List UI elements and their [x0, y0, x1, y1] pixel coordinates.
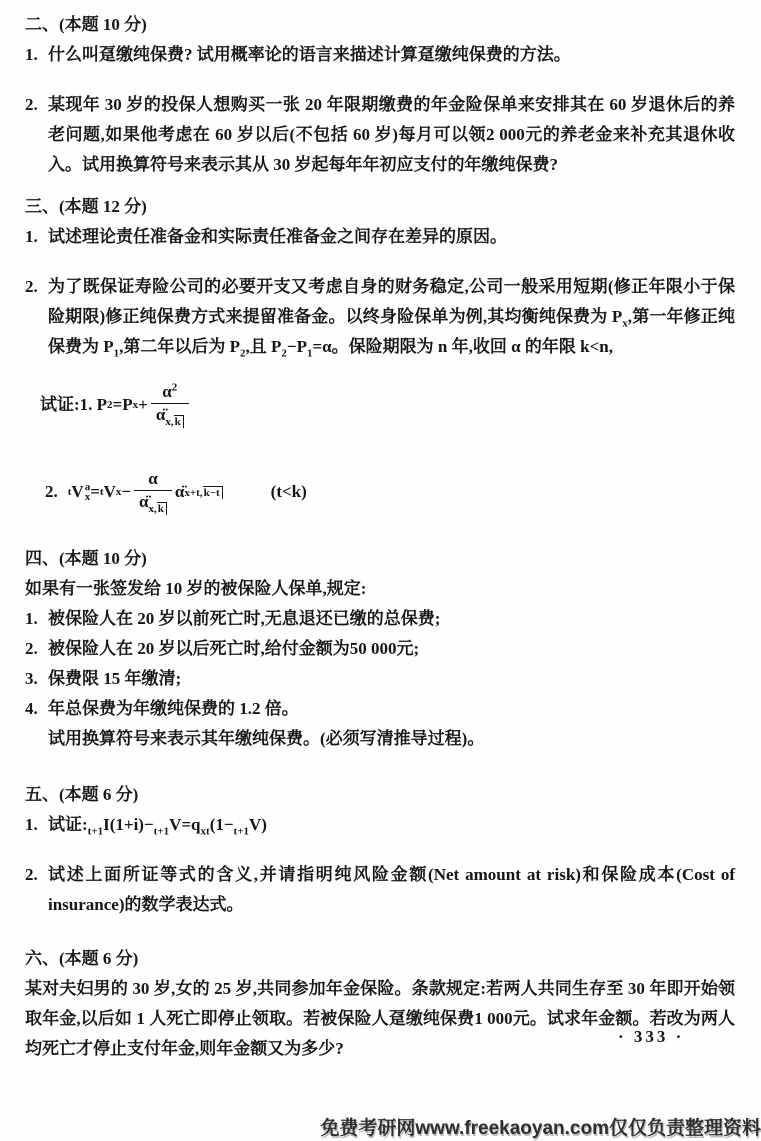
text-run: V: [103, 482, 116, 501]
subscript: [184, 486, 222, 499]
footer-watermark: 免费考研网www.freekaoyan.com仅仅负责整理资料: [320, 1118, 761, 1139]
item-marker: 2.: [25, 639, 38, 658]
section-3-heading: 三、(本题 12 分): [25, 197, 147, 216]
s4-q3: [25, 664, 735, 694]
text-run: ,第二年以后为 P: [119, 337, 241, 356]
subscript: x: [84, 491, 91, 503]
text-run: (1−: [209, 815, 234, 834]
formula-modified-premium: 试证:1. P 2 =P x + $\frac{\alpha^2}{\alphä_{x,k}}$: [40, 374, 735, 436]
text-run: α: [162, 382, 172, 402]
text-run: =P: [112, 395, 133, 414]
section-5-heading: 五、(本题 6 分): [25, 785, 139, 804]
item-marker: 1.: [25, 45, 38, 64]
s2-q1: [25, 40, 735, 70]
section-2-heading: 二、(本题 10 分): [25, 15, 147, 34]
page-number: · 333 ·: [618, 1027, 685, 1046]
prescript: t+1: [153, 825, 170, 838]
text-run: V): [248, 815, 267, 834]
formula-label: 试证:: [48, 815, 88, 834]
fraction-denominator: [134, 491, 172, 515]
minus-operator: −: [121, 482, 132, 501]
prescript: t+1: [87, 825, 104, 838]
text-run: x+t,: [184, 486, 203, 499]
angle-bracket-symbol: k: [157, 502, 167, 515]
prescript: t+1: [233, 825, 249, 838]
annuity-symbol: α̈: [155, 405, 166, 425]
item-marker: 1.: [25, 815, 38, 834]
section-5: [25, 780, 735, 920]
subscript: 2: [281, 347, 287, 360]
item-text: 被保险人在 20 岁以前死亡时,无息退还已缴的总保费;: [48, 609, 441, 628]
item-text: 试述上面所证等式的含义,并请指明纯风险金额(Net amount at risk)和保险成本(Cost of insurance)的数学表达式。: [48, 865, 735, 914]
superscript: 2: [171, 381, 178, 394]
item-marker: 4.: [25, 699, 38, 718]
s4-q2: [25, 634, 735, 664]
equals-operator: =: [90, 482, 100, 501]
item-text: 某现年 30 岁的投保人想购买一张 20 年限期缴费的年金险保单来安排其在 60 岁退休后的养老问题,如果他考虑在 60 岁以后(不包括 60 岁)每月可以领2 000元的养老金来补充其退休收入。试用换算符号来表示其从 30 岁起每年年初应支付的年缴纯保费?: [48, 95, 735, 174]
fraction: [151, 381, 189, 428]
item-text: 被保险人在 20 岁以后死亡时,给付金额为50 000元;: [48, 639, 420, 658]
annuity-symbol: α̈: [174, 482, 185, 501]
fraction-denominator: [151, 404, 189, 428]
plus-operator: +: [138, 395, 148, 414]
subscript: 2: [240, 347, 246, 360]
item-text: 试述理论责任准备金和实际责任准备金之间存在差异的原因。: [48, 227, 507, 246]
s4-q1: [25, 604, 735, 634]
angle-bracket-symbol: k: [174, 415, 184, 428]
section-4-heading: 四、(本题 10 分): [25, 549, 147, 568]
superscript: a: [84, 481, 91, 493]
s3-q1: [25, 222, 735, 252]
item-marker: 2.: [25, 95, 38, 114]
text-run: V=q: [169, 815, 201, 834]
subscript: 1: [113, 347, 120, 360]
annuity-symbol: α̈: [139, 492, 149, 512]
s4-intro: 如果有一张签发给 10 岁的被保险人保单,规定:: [25, 579, 367, 598]
item-marker: 2.: [45, 482, 58, 501]
angle-bracket-symbol: k−t: [203, 486, 223, 499]
s4-outro: 试用换算符号来表示其年缴纯保费。(必须写清推导过程)。: [48, 729, 485, 748]
item-marker: 3.: [25, 669, 38, 688]
s3-q2: [25, 272, 735, 362]
formula-modified-reserve: 2. t V a x = t V x − $\frac{\alpha}{\alphä_{x,k}}$ α̈ x+t,k−t (t<k): [45, 469, 307, 515]
s6-text: 某对夫妇男的 30 岁,女的 25 岁,共同参加年金保险。条款规定:若两人共同生存至 30 年即开始领取年金,以后如 1 人死亡即停止领取。若被保险人趸缴纯保费1 000元。试求年金额。若改为两人均死亡才停止支付年金,则年金额又为多少?: [25, 979, 735, 1058]
text-run: −P: [286, 337, 307, 356]
subscript: [149, 503, 167, 515]
text-run: V: [71, 482, 84, 501]
item-text: 保费限 15 年缴清;: [48, 669, 182, 688]
item-text: [48, 272, 735, 362]
text-run: x,: [165, 415, 174, 428]
item-marker: 2.: [25, 865, 38, 884]
s5-q2: [25, 860, 735, 920]
item-text: 什么叫趸缴纯保费? 试用概率论的语言来描述计算趸缴纯保费的方法。: [48, 45, 571, 64]
text-run: ,第一年修正纯保费为 P: [48, 307, 736, 356]
text-run: I(1+i)−: [103, 815, 154, 834]
subscript: x: [622, 317, 628, 330]
formula-label: 试证:1. P: [40, 395, 108, 414]
subscript: 1: [307, 347, 313, 360]
text-run: ,且 P: [245, 337, 282, 356]
text-run: 为了既保证寿险公司的必要开支又考虑自身的财务稳定,公司一般采用短期(修正年限小于保险期限)修正纯保费方式来提留准备金。以终身险保单为例,其均衡纯保费为 P: [48, 277, 735, 326]
s4-q4: [25, 694, 735, 724]
s2-q2: [25, 90, 735, 180]
fraction-numerator: α: [134, 468, 172, 491]
section-2: [25, 10, 735, 180]
section-6-heading: 六、(本题 6 分): [25, 949, 139, 968]
fraction-numerator: [151, 381, 189, 404]
condition-text: (t<k): [270, 482, 307, 501]
formula-recursion: [48, 810, 735, 840]
item-text: 年总保费为年缴纯保费的 1.2 倍。: [48, 699, 299, 718]
subscript: [165, 416, 183, 428]
subscript: xt: [200, 825, 210, 838]
text-run: =α。保险期限为 n 年,收回 α 的年限 k<n,: [312, 337, 613, 356]
section-4: [25, 544, 735, 754]
item-marker: 1.: [25, 609, 38, 628]
text-run: x,: [148, 502, 157, 515]
item-marker: 1.: [25, 227, 38, 246]
fraction: [134, 468, 172, 515]
s5-q1: [25, 810, 735, 840]
item-marker: 2.: [25, 277, 38, 296]
section-3: [25, 192, 735, 522]
